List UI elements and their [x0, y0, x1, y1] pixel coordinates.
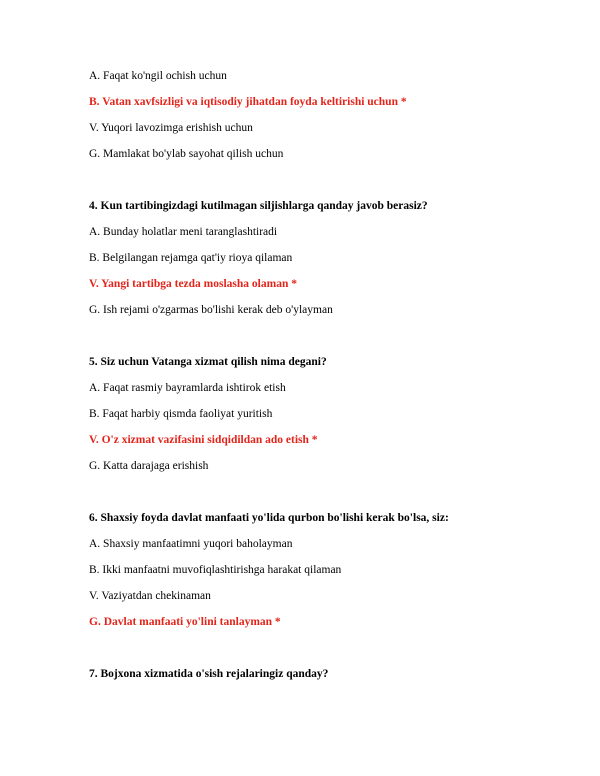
option-a: A. Faqat rasmiy bayramlarda ishtirok etish [89, 382, 286, 394]
option-b: B. Ikki manfaatni muvofiqlashtirishga harakat qilaman [89, 564, 342, 576]
option-v: V. Yuqori lavozimga erishish uchun [89, 122, 253, 134]
option-g: G. Mamlakat bo'ylab sayohat qilish uchun [89, 148, 284, 160]
question-4: 4. Kun tartibingizdagi kutilmagan siljishlarga qanday javob berasiz? [89, 200, 428, 212]
option-b-correct-answer: B. Vatan xavfsizligi va iqtisodiy jihatdan foyda keltirishi uchun * [89, 96, 407, 108]
option-a: A. Bunday holatlar meni taranglashtiradi [89, 226, 278, 238]
question-6: 6. Shaxsiy foyda davlat manfaati yo'lida qurbon bo'lishi kerak bo'lsa, siz: [89, 512, 449, 524]
option-b: B. Belgilangan rejamga qat'iy rioya qilaman [89, 252, 293, 264]
option-v-correct-answer: V. O'z xizmat vazifasini sidqidildan ado etish * [89, 434, 318, 446]
option-a: A. Faqat ko'ngil ochish uchun [89, 70, 227, 82]
option-g-correct-answer: G. Davlat manfaati yo'lini tanlayman * [89, 616, 281, 628]
question-7: 7. Bojxona xizmatida o'sish rejalaringiz qanday? [89, 668, 329, 680]
option-v: V. Vaziyatdan chekinaman [89, 590, 211, 602]
option-g: G. Ish rejami o'zgarmas bo'lishi kerak deb o'ylayman [89, 304, 333, 316]
option-a: A. Shaxsiy manfaatimni yuqori baholayman [89, 538, 293, 550]
option-b: B. Faqat harbiy qismda faoliyat yuritish [89, 408, 273, 420]
option-g: G. Katta darajaga erishish [89, 460, 209, 472]
option-v-correct-answer: V. Yangi tartibga tezda moslasha olaman * [89, 278, 297, 290]
question-5: 5. Siz uchun Vatanga xizmat qilish nima degani? [89, 356, 327, 368]
